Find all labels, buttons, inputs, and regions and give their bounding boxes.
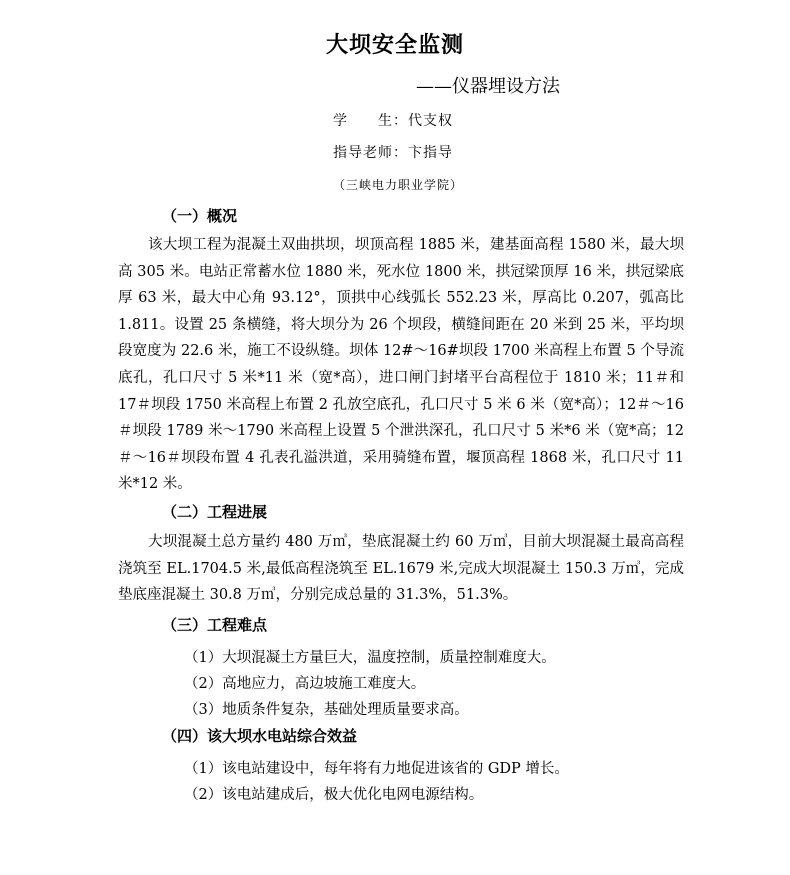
school-line: （三峡电力职业学院）: [333, 178, 464, 192]
section-paragraph-overview: 该大坝工程为混凝土双曲拱坝，坝顶高程 1885 米，建基面高程 1580 米，最大坝高 305 米。电站正常蓄水位 1880 米，死水位 1800 米，拱冠梁顶厚 16 米，拱冠梁底厚 63 米，最大中心角 93.12°，顶拱中心线弧长 552.23 米，厚高比 0.207，弧高比 1.811。设置 25 条横缝，将大坝分为 26 个坝段，横缝间距在 20 米到 25 米，平均坝段宽度为 22.6 米，施工不设纵缝。坝体 12#～16#坝段 1700 米高程上布置 5 个导流底孔，孔口尺寸 5 米*11 米（宽*高），进口闸门封堵平台高程位于 1810 米；11＃和 17＃坝段 1750 米高程上布置 2 孔放空底孔，孔口尺寸 5 米 6 米（宽*高）；12＃～16＃坝段 1789 米～1790 米高程上设置 5 个泄洪深孔，孔口尺寸 5 米*6 米（宽*高；12＃～16＃坝段布置 4 孔表孔溢洪道，采用骑缝布置，堰顶高程 1868 米，孔口尺寸 11 米*12 米。: [118, 237, 684, 493]
section-heading-progress: （二）工程进展: [162, 503, 268, 521]
document-title: 大坝安全监测: [325, 33, 464, 58]
list-item: （1）该电站建设中，每年将有力地促进该省的 GDP 增长。: [184, 761, 569, 777]
list-item: （3）地质条件复杂，基础处理质量要求高。: [184, 702, 469, 718]
section-paragraph-progress: 大坝混凝土总方量约 480 万㎥，垫底混凝土约 60 万㎥，目前大坝混凝土最高高程浇筑至 EL.1704.5 米,最低高程浇筑至 EL.1679 米,完成大坝混凝土 150.3 万㎥，完成垫底座混凝土 30.8 万㎥，分别完成总量的 31.3%，51.3%。: [118, 534, 684, 604]
list-item: （1）大坝混凝土方量巨大，温度控制，质量控制难度大。: [184, 650, 556, 666]
section-heading-benefits: （四）该大坝水电站综合效益: [162, 727, 358, 745]
section-heading-overview: （一）概况: [162, 207, 238, 225]
document-subtitle: ——仪器埋设方法: [416, 76, 560, 97]
author-line: 学 生：代支权: [333, 113, 453, 129]
list-item: （2）高地应力，高边坡施工难度大。: [184, 676, 426, 692]
section-heading-difficulties: （三）工程难点: [162, 616, 268, 634]
advisor-line: 指导老师：卞指导: [333, 145, 453, 161]
list-item: （2）该电站建成后，极大优化电网电源结构。: [184, 787, 484, 803]
